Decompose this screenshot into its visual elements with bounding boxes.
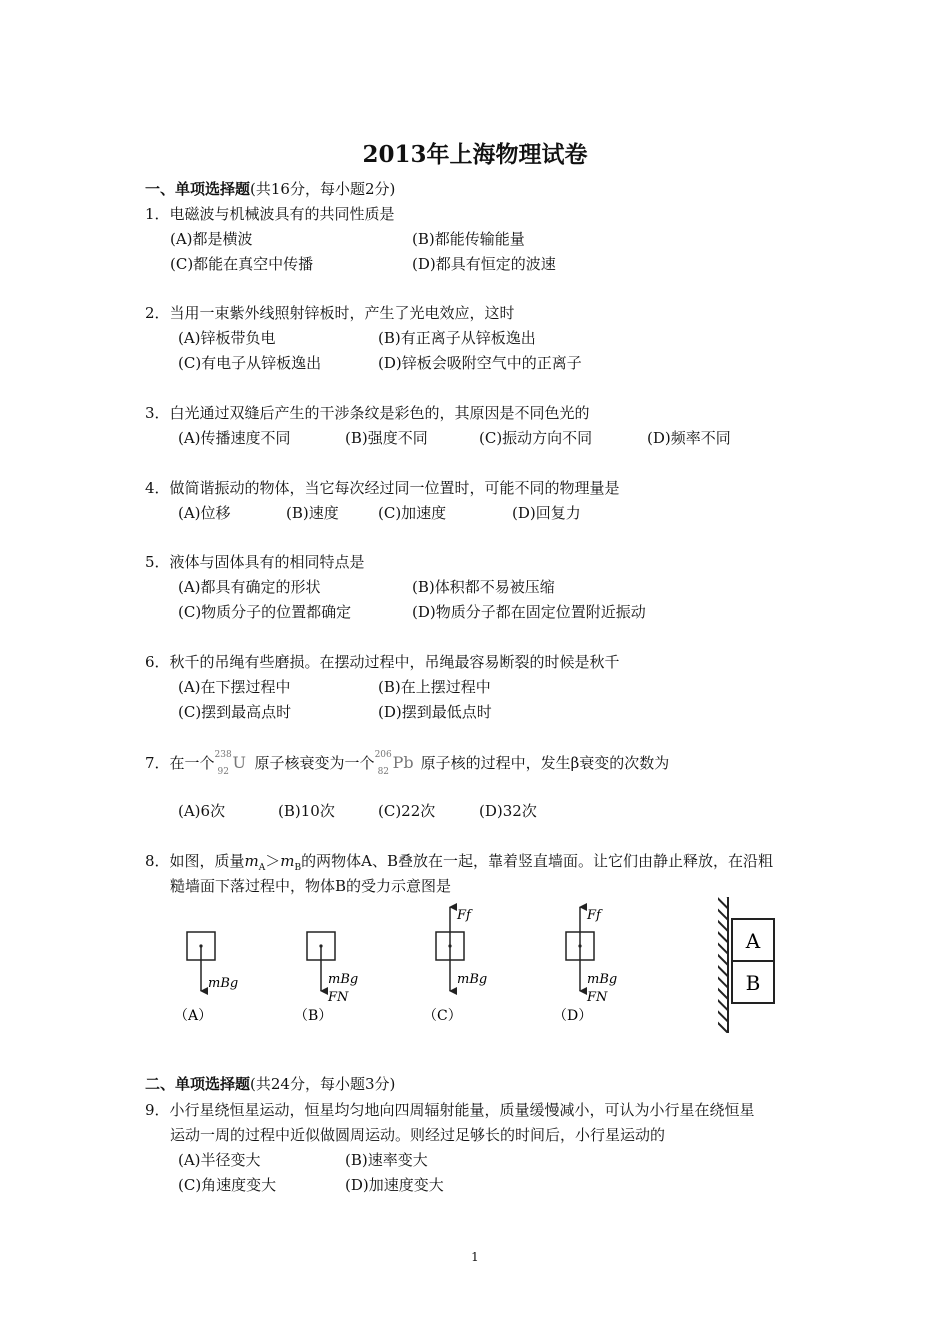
q7-option-b: (B)10次 [278, 802, 335, 820]
q3-option-b: (B)强度不同 [345, 429, 428, 447]
q3-option-c: (C)振动方向不同 [479, 429, 593, 447]
section-2-title: 二、单项选择题 [145, 1075, 251, 1093]
wall-and-blocks [718, 897, 774, 1033]
q2-option-b: (B)有正离子从锌板逸出 [378, 329, 536, 347]
friction-label: Ff [457, 908, 471, 923]
u-mass-number: 238 [214, 750, 232, 760]
gravity-label: mBg [328, 972, 359, 987]
force-diagram-figure [170, 895, 790, 1040]
mass-sub-b: B [294, 863, 302, 873]
q5-stem: 5．液体与固体具有的相同特点是 [145, 553, 365, 571]
u-symbol: U [232, 753, 247, 772]
q9-option-a: (A)半径变大 [178, 1151, 261, 1169]
q6-stem: 6．秋千的吊绳有些磨损。在摆动过程中，吊绳最容易断裂的时候是秋千 [145, 653, 620, 671]
pb-atomic-number: 82 [377, 767, 390, 777]
q9-option-c: (C)角速度变大 [178, 1176, 277, 1194]
gravity-label: mBg [457, 972, 488, 987]
mass-symbol-a: m [244, 852, 259, 870]
gravity-label: mBg [587, 972, 618, 987]
q9-option-d: (D)加速度变大 [345, 1176, 444, 1194]
q7-option-a: (A)6次 [178, 802, 226, 820]
q4-option-a: (A)位移 [178, 504, 231, 522]
page-title: 2013年上海物理试卷 [362, 141, 588, 168]
diagram-b [294, 932, 358, 1024]
mass-sub-a: A [258, 863, 266, 873]
q5-option-c: (C)物质分子的位置都确定 [178, 603, 352, 621]
section-1-title: 一、单项选择题 [145, 180, 251, 198]
q8-stem-line1 [145, 850, 773, 873]
block-b-label: B [745, 971, 761, 995]
diagram-d [553, 907, 617, 1024]
gravity-label: mBg [208, 976, 239, 991]
q8-stem-end: 的两物体A、B叠放在一起，靠着竖直墙面。让它们由静止释放，在沿粗 [301, 852, 774, 870]
q5-option-d: (D)物质分子都在固定位置附近振动 [412, 603, 646, 621]
wall-hatching [718, 897, 728, 1033]
q2-option-c: (C)有电子从锌板逸出 [178, 354, 322, 372]
q3-stem: 3．白光通过双缝后产生的干涉条纹是彩色的，其原因是不同色光的 [145, 404, 590, 422]
diagram-a-label: （A） [174, 1008, 213, 1024]
normal-force-label: FN [328, 990, 349, 1005]
q8-stem-line2: 糙墙面下落过程中，物体B的受力示意图是 [170, 877, 452, 895]
q4-option-b: (B)速度 [286, 504, 339, 522]
section-2-header [145, 1073, 395, 1094]
diagram-c-label: （C） [423, 1008, 462, 1024]
q4-option-c: (C)加速度 [378, 504, 447, 522]
normal-force-label: FN [587, 990, 608, 1005]
q6-option-c: (C)摆到最高点时 [178, 703, 292, 721]
q3-option-d: (D)频率不同 [647, 429, 731, 447]
q8-stem-start: 8．如图，质量 [145, 852, 245, 870]
q7-stem-pre: 7．在一个 [145, 754, 215, 772]
section-1-note: (共16分，每小题2分) [250, 180, 396, 198]
pb-symbol: Pb [392, 753, 414, 772]
diagram-d-label: （D） [553, 1008, 593, 1024]
lead-206-nuclide [374, 750, 421, 777]
u-atomic-number: 92 [217, 767, 229, 777]
q1-option-d: (D)都具有恒定的波速 [412, 255, 556, 273]
q1-option-a: (A)都是横波 [170, 230, 253, 248]
q9-stem-line2: 运动一周的过程中近似做圆周运动。则经过足够长的时间后，小行星运动的 [170, 1126, 666, 1144]
q5-option-a: (A)都具有确定的形状 [178, 578, 321, 596]
q3-option-a: (A)传播速度不同 [178, 429, 291, 447]
q6-option-a: (A)在下摆过程中 [178, 678, 291, 696]
q1-option-b: (B)都能传输能量 [412, 230, 525, 248]
q7-stem-post: 原子核的过程中，发生β衰变的次数为 [420, 754, 670, 772]
pb-mass-number: 206 [374, 750, 392, 760]
friction-label: Ff [587, 908, 601, 923]
q7-stem [145, 752, 669, 775]
q1-option-c: (C)都能在真空中传播 [170, 255, 314, 273]
q6-option-d: (D)摆到最低点时 [378, 703, 492, 721]
q1-stem: 1．电磁波与机械波具有的共同性质是 [145, 205, 395, 223]
q2-option-d: (D)锌板会吸附空气中的正离子 [378, 354, 582, 372]
mass-symbol-b: m [280, 852, 295, 870]
q2-stem: 2．当用一束紫外线照射锌板时，产生了光电效应，这时 [145, 304, 515, 322]
q5-option-b: (B)体积都不易被压缩 [412, 578, 555, 596]
q7-option-d: (D)32次 [479, 802, 537, 820]
diagram-a [174, 932, 238, 1024]
q4-option-d: (D)回复力 [512, 504, 581, 522]
q2-option-a: (A)锌板带负电 [178, 329, 276, 347]
diagram-c [423, 907, 487, 1024]
q7-stem-mid: 原子核衰变为一个 [254, 754, 375, 772]
section-1-header [145, 178, 395, 199]
q6-option-b: (B)在上摆过程中 [378, 678, 491, 696]
greater-than-sign: ＞ [265, 852, 281, 870]
block-a-label: A [745, 929, 761, 953]
uranium-238-nuclide [214, 750, 255, 777]
diagram-b-label: （B） [294, 1008, 333, 1024]
section-2-note: (共24分，每小题3分) [250, 1075, 396, 1093]
page-number: 1 [471, 1250, 479, 1264]
q4-stem: 4．做简谐振动的物体，当它每次经过同一位置时，可能不同的物理量是 [145, 479, 620, 497]
q9-option-b: (B)速率变大 [345, 1151, 428, 1169]
q7-option-c: (C)22次 [378, 802, 436, 820]
q9-stem-line1: 9．小行星绕恒星运动，恒星均匀地向四周辐射能量，质量缓慢减小，可认为小行星在绕恒星 [145, 1101, 755, 1119]
